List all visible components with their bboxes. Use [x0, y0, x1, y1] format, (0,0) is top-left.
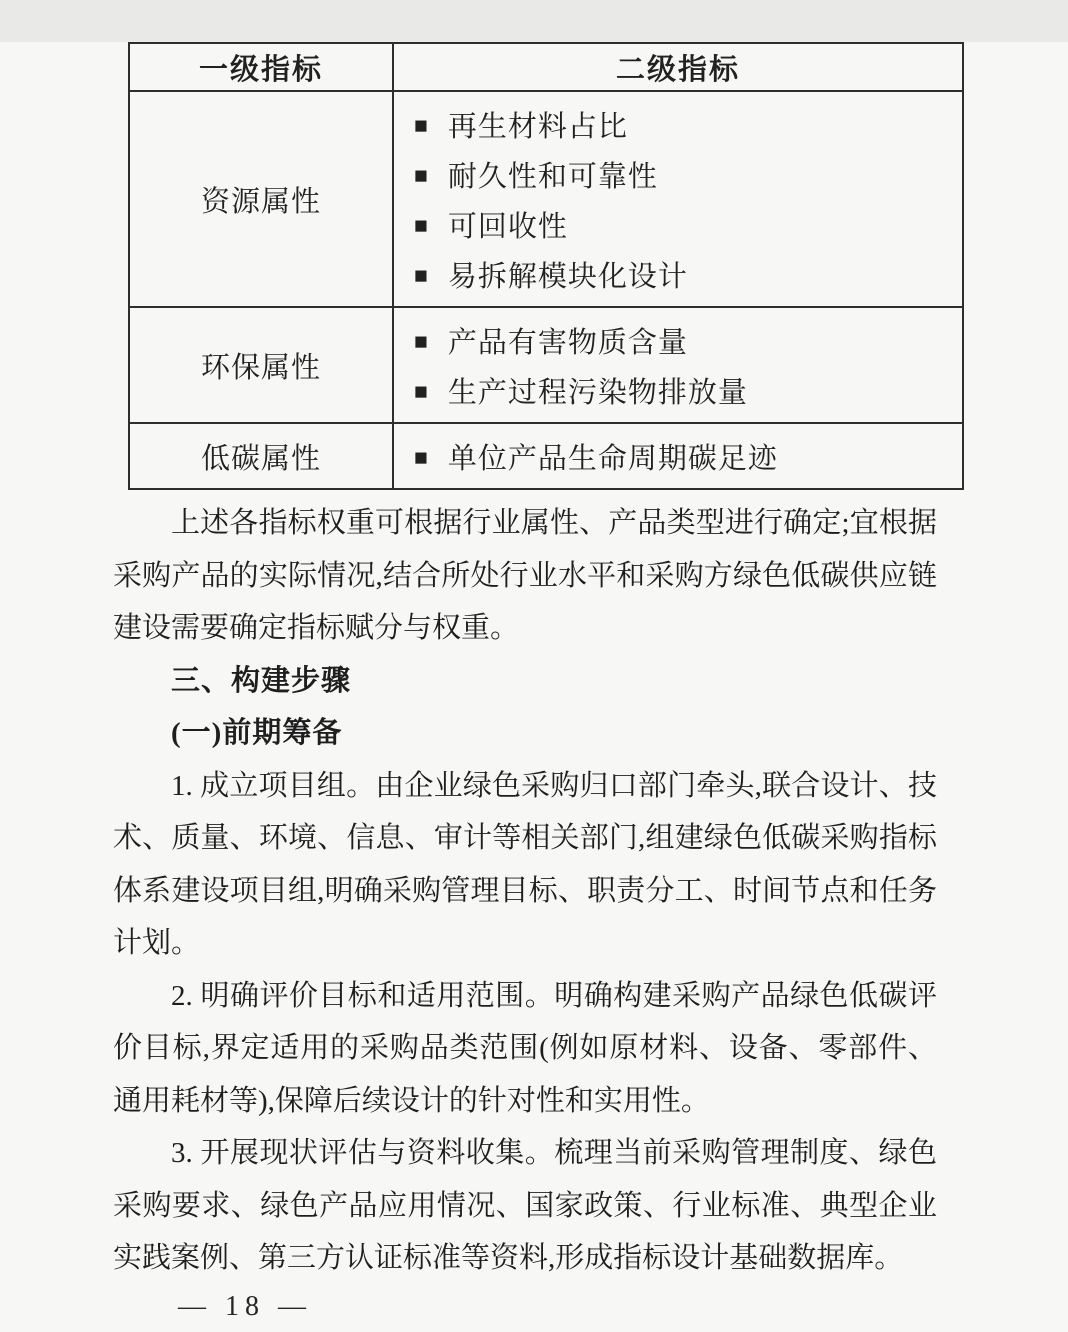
list-item — [414, 315, 952, 365]
table-header-row — [129, 43, 963, 91]
document-body — [113, 497, 937, 1285]
list-item-label: 再生材料占比 — [447, 110, 628, 143]
square-bullet-icon: ■ — [414, 162, 429, 188]
items-cell — [393, 307, 963, 423]
list-item-label: 耐久性和可靠性 — [447, 160, 658, 193]
square-bullet-icon: ■ — [414, 112, 429, 138]
list-item — [414, 431, 952, 481]
table-row — [129, 91, 963, 307]
items-cell — [393, 91, 963, 307]
indicator-table — [128, 42, 964, 490]
table-row — [129, 307, 963, 423]
list-item-label: 生产过程污染物排放量 — [447, 376, 748, 409]
items-cell — [393, 423, 963, 489]
section-heading: 三、构建步骤 — [171, 664, 352, 697]
step-1-paragraph: 1. 成立项目组。由企业绿色采购归口部门牵头,联合设计、技术、质量、环境、信息、审计等相关部门,组建绿色低碳采购指标体系建设项目组,明确采购管理目标、职责分工、时间节点和任务计划。 — [113, 769, 937, 959]
list-item — [414, 99, 952, 149]
table-header-level1: 一级指标 — [129, 43, 393, 91]
list-item-label: 可回收性 — [447, 210, 568, 243]
table-header-level2: 二级指标 — [393, 43, 963, 91]
list-item-label: 单位产品生命周期碳足迹 — [447, 442, 778, 475]
step-2-paragraph: 2. 明确评价目标和适用范围。明确构建采购产品绿色低碳评价目标,界定适用的采购品类范围(例如原材料、设备、零部件、通用耗材等),保障后续设计的针对性和实用性。 — [113, 979, 937, 1117]
step-3-paragraph: 3. 开展现状评估与资料收集。梳理当前采购管理制度、绿色采购要求、绿色产品应用情况、国家政策、行业标准、典型企业实践案例、第三方认证标准等资料,形成指标设计基础数据库。 — [113, 1137, 937, 1274]
list-item — [414, 199, 952, 249]
list-item-label: 产品有害物质含量 — [447, 326, 688, 359]
list-item — [414, 249, 952, 299]
category-cell-resource: 资源属性 — [129, 91, 393, 307]
list-item-label: 易拆解模块化设计 — [447, 260, 688, 293]
square-bullet-icon: ■ — [414, 328, 429, 354]
category-cell-environment: 环保属性 — [129, 307, 393, 423]
table-row — [129, 423, 963, 489]
list-item — [414, 149, 952, 199]
square-bullet-icon: ■ — [414, 378, 429, 404]
paragraph-weights: 上述各指标权重可根据行业属性、产品类型进行确定;宜根据采购产品的实际情况,结合所处行业水平和采购方绿色低碳供应链建设需要确定指标赋分与权重。 — [113, 507, 937, 644]
document-page — [0, 42, 1068, 1332]
square-bullet-icon: ■ — [414, 262, 429, 288]
square-bullet-icon: ■ — [414, 444, 429, 470]
subsection-heading: (一)前期筹备 — [171, 717, 343, 749]
square-bullet-icon: ■ — [414, 212, 429, 238]
category-cell-lowcarbon: 低碳属性 — [129, 423, 393, 489]
list-item — [414, 365, 952, 415]
page-number: — 18 — — [178, 1290, 312, 1322]
